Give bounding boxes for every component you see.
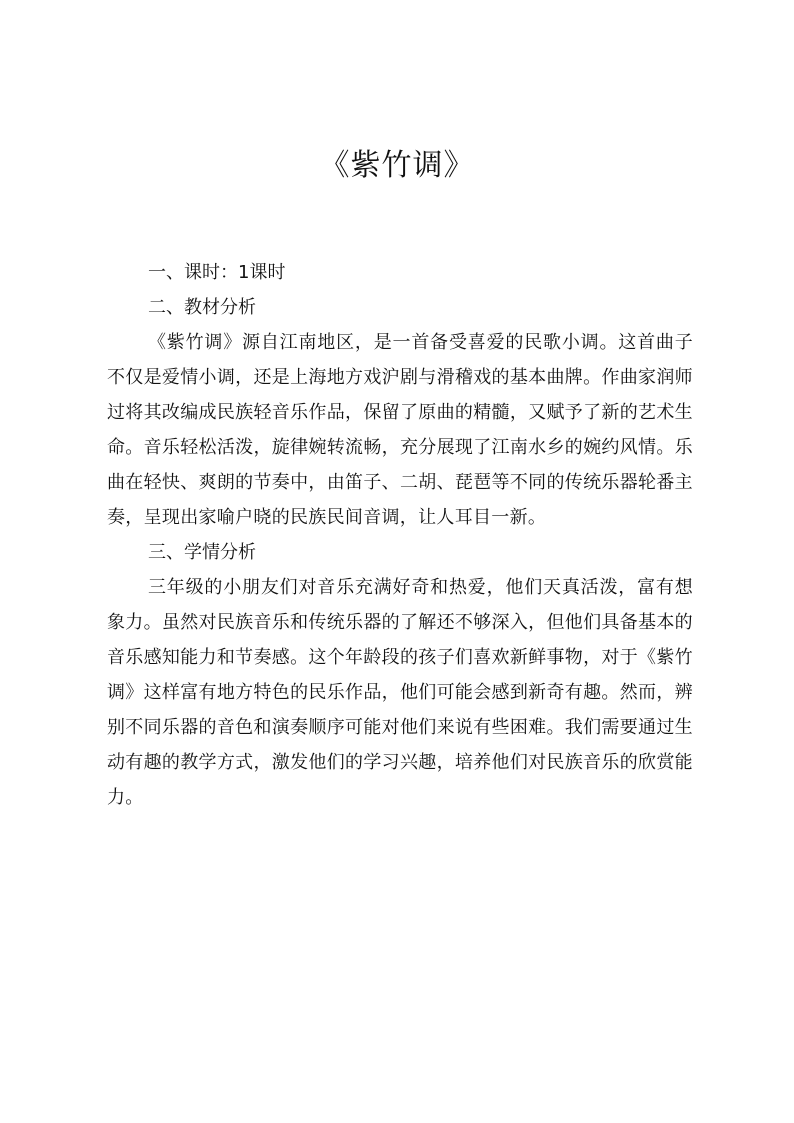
- section-heading-lesson-hours: 一、课时：1课时: [148, 262, 286, 283]
- paragraph-material-analysis: 《紫竹调》源自江南地区，是一首备受喜爱的民歌小调。这首曲子不仅是爱情小调，还是上海地方戏沪剧与滑稽戏的基本曲牌。作曲家润师过将其改编成民族轻音乐作品，保留了原曲的精髓，又赋予了新的艺术生命。音乐轻松活泼，旋律婉转流畅，充分展现了江南水乡的婉约风情。乐曲在轻快、爽朗的节奏中，由笛子、二胡、琵琶等不同的传统乐器轮番主奏，呈现出家喻户晓的民族民间音调，让人耳目一新。: [107, 332, 693, 528]
- section-heading-material-analysis: 二、教材分析: [148, 297, 256, 318]
- page-title: 《紫竹调》: [319, 148, 475, 183]
- section-heading-student-analysis: 三、学情分析: [148, 542, 256, 563]
- paragraph-student-analysis: 三年级的小朋友们对音乐充满好奇和热爱，他们天真活泼，富有想象力。虽然对民族音乐和传统乐器的了解还不够深入，但他们具备基本的音乐感知能力和节奏感。这个年龄段的孩子们喜欢新鲜事物，对于《紫竹调》这样富有地方特色的民乐作品，他们可能会感到新奇有趣。然而，辨别不同乐器的音色和演奏顺序可能对他们来说有些困难。我们需要通过生动有趣的教学方式，激发他们的学习兴趣，培养他们对民族音乐的欣赏能力。: [107, 577, 693, 808]
- document-body: [107, 255, 693, 815]
